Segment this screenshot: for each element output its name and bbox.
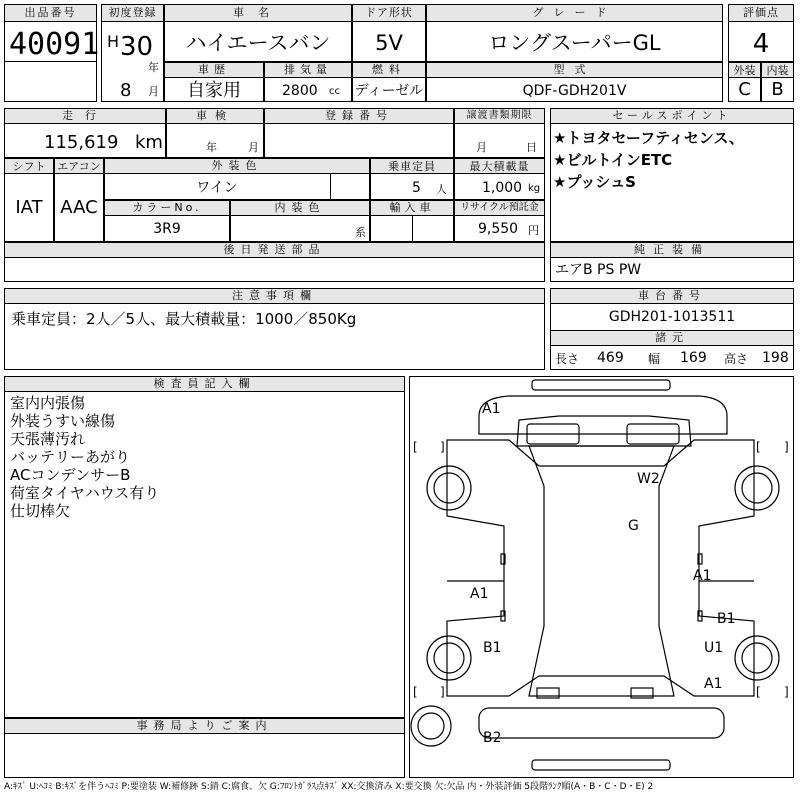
transfer-label: 譲渡書類期限 — [466, 110, 533, 121]
fuel: ディーゼル — [354, 83, 424, 99]
svg-text:[: [ — [756, 440, 761, 454]
chassis-number: GDH201-1013511 — [608, 309, 736, 325]
damage-mark: A1 — [693, 568, 712, 584]
reg-no-label: 登録番号 — [325, 109, 393, 122]
insp-year-unit: 年 — [206, 141, 217, 154]
inspector-note: 外装うすい線傷 — [10, 412, 116, 430]
damage-mark: A1 — [704, 676, 723, 692]
car-diagram — [409, 376, 794, 778]
inspector-label: 検査員記入欄 — [153, 377, 256, 390]
later-parts-label: 後日発送部品 — [223, 243, 326, 256]
import-label: 輸入車 — [389, 201, 435, 214]
model-label: 型式 — [553, 63, 596, 76]
load-label: 最大積載量 — [469, 160, 530, 173]
length: 469 — [597, 350, 624, 366]
int-label: 内装 — [766, 64, 789, 77]
int-color-unit: 系 — [355, 226, 366, 239]
transfer-day-unit: 日 — [526, 141, 537, 154]
width-label: 幅 — [648, 352, 661, 366]
first-reg-label: 初度登録 — [108, 6, 157, 19]
door-label: ドア形状 — [365, 6, 413, 19]
color-no: 3R9 — [153, 221, 181, 237]
import-divider — [412, 216, 413, 242]
color: ワイン — [196, 180, 238, 196]
mileage-unit: km — [135, 132, 163, 153]
transfer-month-unit: 月 — [476, 141, 487, 154]
damage-mark: G — [628, 518, 639, 534]
mileage: 115,619 — [44, 132, 119, 153]
ext-grade: C — [738, 79, 751, 100]
inspector-note: 天張薄汚れ — [10, 430, 86, 448]
width: 169 — [680, 350, 707, 366]
car-name-label: 車名 — [233, 6, 283, 19]
notes-text: 乗車定員：2人／5人、最大積載量：1000／850Kg — [11, 310, 357, 328]
inspector-note: 室内内張傷 — [10, 394, 86, 412]
model: QDF-GDH201V — [522, 83, 627, 99]
damage-mark: B2 — [483, 730, 502, 746]
recycle: 9,550 — [478, 221, 519, 237]
month-unit: 月 — [148, 85, 159, 98]
damage-mark: W2 — [637, 471, 660, 487]
first-reg-month: 8 — [120, 80, 132, 101]
height-label: 高さ — [724, 352, 749, 366]
inspector-note: ACコンデンサーB — [10, 466, 131, 484]
capacity-unit: 人 — [436, 183, 447, 196]
svg-text:[: [ — [756, 685, 761, 699]
damage-mark: B1 — [717, 611, 736, 627]
score: 4 — [752, 29, 770, 59]
shift: IAT — [15, 197, 43, 218]
capacity: 5 — [412, 180, 421, 196]
int-color-label: 内装色 — [274, 201, 326, 214]
color-divider — [330, 174, 331, 200]
legend-text: A:ｷｽﾞ U:ﾍｺﾐ B:ｷｽﾞを伴うﾍｺﾐ P:要塗装 W:補修跡 S:錆 C:腐食、欠 G:ﾌﾛﾝﾄｶﾞﾗｽ点ｷｽﾞ XX:交換済み X:要交換 欠:欠品 内・外装評価 5段階ﾗﾝｸ順(A・B・C・D・E) 2 — [4, 782, 654, 792]
shift-label: シフト — [12, 160, 46, 173]
sales-point-2: ★ビルトインETC — [553, 151, 673, 169]
notes-label: 注意事項欄 — [232, 289, 317, 302]
capacity-label: 乗車定員 — [388, 160, 436, 173]
genuine-label: 純正装備 — [634, 243, 710, 256]
inspector-note: 仕切棒欠 — [10, 502, 71, 520]
damage-mark: A1 — [482, 401, 501, 417]
svg-text:]: ] — [784, 685, 789, 699]
load-unit: kg — [528, 183, 541, 194]
chassis-label: 車台番号 — [638, 289, 706, 302]
ac-label: エアコン — [57, 160, 101, 173]
door-type: 5V — [375, 31, 403, 55]
load: 1,000 — [482, 180, 523, 196]
sales-points-label: セールスポイント — [612, 109, 732, 122]
svg-text:[: [ — [413, 440, 418, 454]
sales-point-1: ★トヨタセーフティセンス、 — [553, 129, 744, 147]
history: 自家用 — [187, 80, 241, 101]
color-label: 外装色 — [211, 159, 263, 172]
int-grade: B — [771, 79, 784, 100]
grade-label: グレード — [532, 6, 617, 19]
score-label: 評価点 — [743, 6, 779, 19]
recycle-label: リサイクル預託金 — [460, 202, 539, 213]
displacement-unit: cc — [329, 86, 340, 97]
svg-text:]: ] — [440, 685, 445, 699]
office-label: 事務局よりご案内 — [136, 719, 273, 732]
recycle-unit: 円 — [528, 224, 539, 237]
lot-divider — [4, 61, 97, 62]
fuel-label: 燃料 — [372, 63, 406, 76]
damage-mark: U1 — [704, 640, 724, 656]
first-reg-year: 30 — [120, 32, 154, 62]
lot-no-label: 出品番号 — [24, 6, 77, 19]
inspection-label: 車検 — [196, 109, 234, 122]
displacement-label: 排気量 — [284, 63, 332, 76]
history-label: 車歴 — [198, 63, 230, 76]
mileage-label: 走行 — [62, 109, 108, 122]
damage-mark: A1 — [470, 586, 489, 602]
lot-number: 40091 — [9, 27, 100, 62]
sales-point-3: ★プッシュS — [553, 173, 636, 191]
inspector-note: 荷室タイヤハウス有り — [10, 484, 160, 502]
height: 198 — [762, 350, 789, 366]
color-no-label: カラーNo. — [132, 201, 202, 214]
svg-text:]: ] — [784, 440, 789, 454]
length-label: 長さ — [555, 352, 580, 366]
insp-month-unit: 月 — [248, 141, 259, 154]
inspector-note: バッテリーあがり — [10, 448, 131, 466]
genuine-equipment: エアB PS PW — [555, 262, 642, 278]
ext-label: 外装 — [733, 64, 756, 77]
grade: ロングスーパーGL — [488, 31, 661, 55]
spec-label: 諸元 — [655, 331, 689, 344]
svg-text:[: [ — [413, 685, 418, 699]
svg-text:]: ] — [440, 440, 445, 454]
car-name: ハイエースバン — [185, 31, 331, 55]
damage-mark: B1 — [483, 640, 502, 656]
year-unit: 年 — [148, 61, 159, 74]
displacement: 2800 — [282, 83, 318, 99]
era-mark: H — [107, 32, 120, 51]
ac: AAC — [60, 197, 98, 218]
